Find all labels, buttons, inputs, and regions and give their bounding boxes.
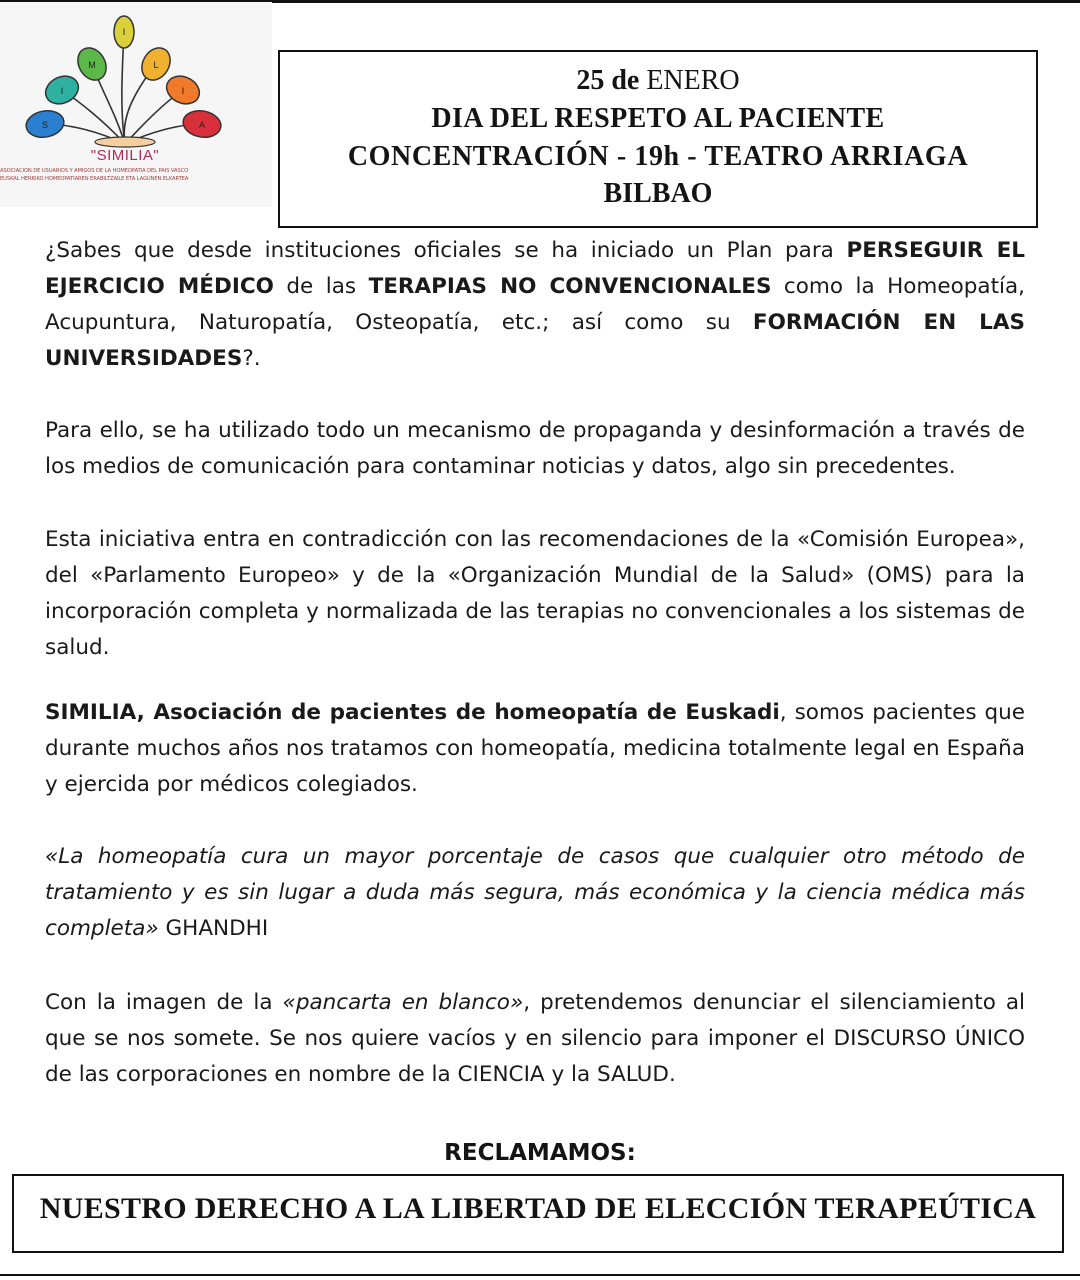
logo-petal-letter: I	[122, 27, 126, 37]
event-date	[280, 64, 1036, 98]
italic-run: «pancarta en blanco»	[282, 990, 524, 1015]
event-date-month: ENERO	[646, 65, 740, 96]
event-concentration: CONCENTRACIÓN - 19h - TEATRO ARRIAGA	[347, 141, 969, 172]
logo-petal-letter: S	[41, 120, 49, 130]
bottom-border	[0, 1274, 1080, 1276]
logo-petal-letter: A	[198, 120, 206, 130]
bold-run: SIMILIA, Asociación de pacientes de homeopatía de Euskadi	[45, 700, 780, 725]
event-header-box	[278, 50, 1038, 228]
paragraph-plan	[45, 233, 1025, 377]
quote-author: GHANDHI	[158, 916, 269, 941]
text-run: , somos pacientes que durante muchos años nos tratamos con homeopatía, medicina totalmente legal en España y ejercida por médicos colegiados.	[45, 700, 1025, 797]
event-city: BILBAO	[603, 178, 713, 209]
text-run: ?.	[242, 346, 261, 371]
paragraph-similia	[45, 695, 1025, 803]
text-run: como la Homeopatía, Acupuntura, Naturopatía, Osteopatía, etc.; así como su	[45, 274, 1025, 335]
similia-logo	[0, 2, 272, 207]
logo-petal-letter: L	[153, 60, 159, 70]
text-run: de las	[273, 274, 369, 299]
demand-box	[12, 1174, 1064, 1253]
bold-run: PERSEGUIR EL EJERCICIO MÉDICO	[45, 238, 1025, 299]
text-run: Con la imagen de la	[45, 990, 283, 1015]
bold-run: FORMACIÓN EN LAS UNIVERSIDADES	[45, 310, 1025, 371]
text-run: ¿Sabes que desde instituciones oficiales se ha iniciado un Plan para	[45, 238, 847, 263]
logo-petal-letter: I	[60, 86, 64, 96]
quote-text: «La homeopatía cura un mayor porcentaje de casos que cualquier otro método de tratamiento y es sin lugar a duda más segura, más económica y la ciencia médica más completa»	[45, 844, 1025, 941]
event-title: DIA DEL RESPETO AL PACIENTE	[431, 103, 885, 134]
logo-petal-letter: M	[88, 60, 96, 70]
logo-name: "SIMILIA"	[90, 147, 160, 164]
paragraph-banner	[45, 985, 1025, 1093]
demand-text: NUESTRO DERECHO A LA LIBERTAD DE ELECCIÓN TERAPEÚTICA	[39, 1192, 1037, 1225]
logo-subtitle-spanish: ASOCIACION DE USUARIOS Y AMIGOS DE LA HOMEOPATIA DEL PAIS VASCO	[0, 168, 189, 174]
text-run: , pretendemos denunciar el silenciamiento al que se nos somete. Se nos quiere vacíos y en silencio para imponer el DISCURSO ÚNICO de las corporaciones en nombre de la CIENCIA y la SALUD.	[45, 990, 1025, 1087]
logo-subtitle-basque: EUSKAL HERRIKO HOMEOPATIAREN ERABILTZAILE ETA LAGUNEN ELKARTEA	[0, 176, 189, 182]
bold-run: TERAPIAS NO CONVENCIONALES	[368, 274, 772, 299]
event-date-number: 25 de	[576, 65, 640, 96]
paragraph-propaganda: Para ello, se ha utilizado todo un mecanismo de propaganda y desinformación a través de los medios de comunicación para contaminar noticias y datos, algo sin precedentes.	[45, 418, 1025, 479]
paragraph-contradiction: Esta iniciativa entra en contradicción con las recomendaciones de la «Comisión Europea», del «Parlamento Europeo» y de la «Organización Mundial de la Salud» (OMS) para la incorporación completa y normalizada de las terapias no convencionales a los sistemas de salud.	[45, 527, 1025, 660]
reclamamos-heading: RECLAMAMOS:	[444, 1140, 636, 1166]
paragraph-quote	[45, 839, 1025, 947]
logo-petal-letter: I	[181, 86, 185, 96]
